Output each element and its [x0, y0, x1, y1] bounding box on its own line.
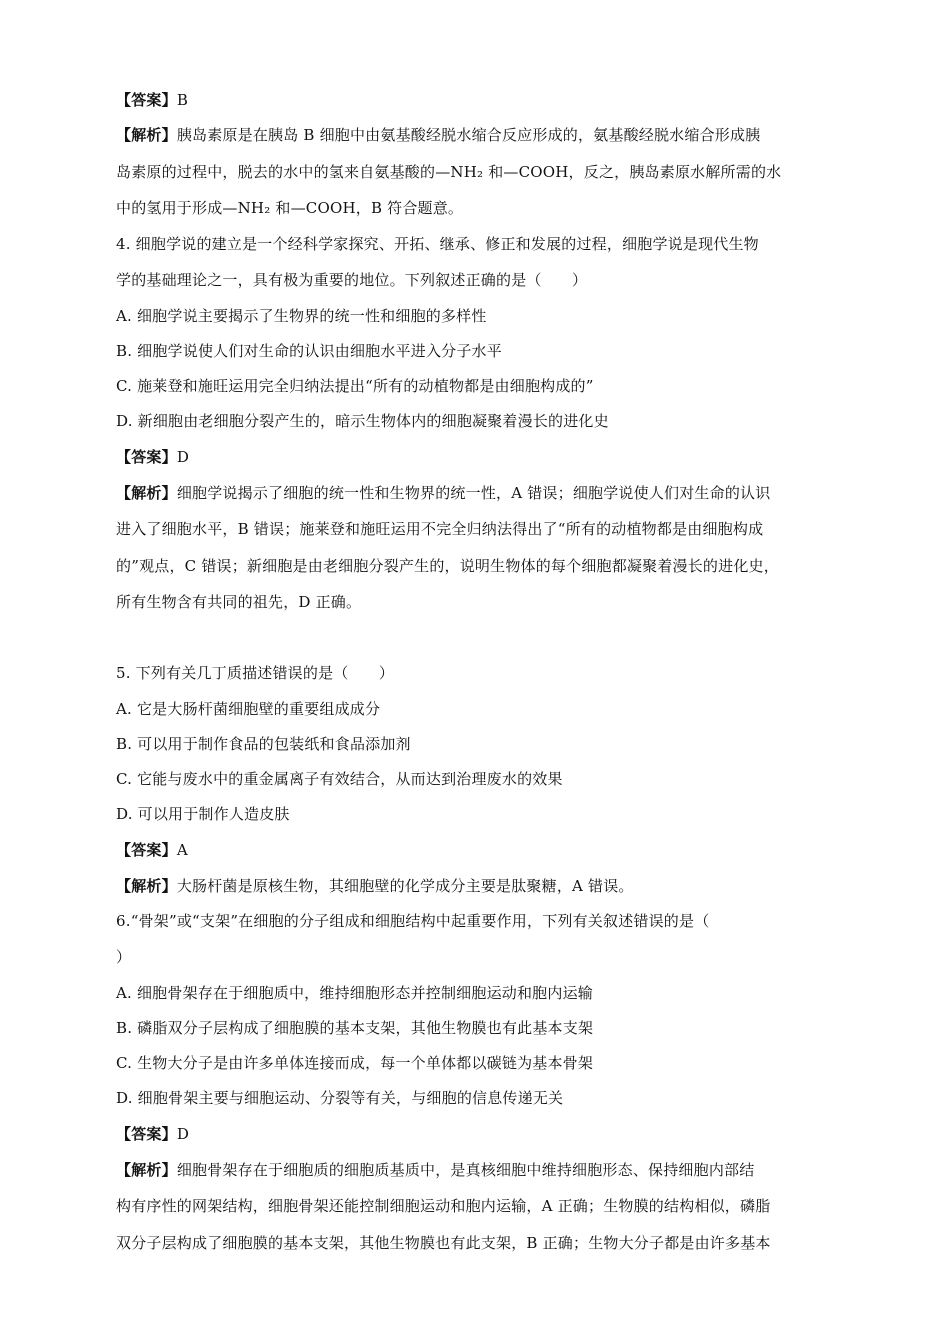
answer-line-6: [116, 1124, 846, 1144]
question-6-stem: 6.“骨架”或“支架”在细胞的分子组成和细胞结构中起重要作用，下列有关叙述错误的是（: [116, 912, 710, 930]
analysis-line: [116, 876, 846, 896]
answer-line-3: [116, 90, 846, 110]
analysis-line: [116, 483, 846, 503]
analysis-label: 【解析】: [116, 1161, 177, 1179]
question-4-stem: 学的基础理论之一，具有极为重要的地位。下列叙述正确的是（ ）: [116, 271, 588, 289]
answer-value: A: [176, 841, 188, 859]
answer-line-4: [116, 447, 846, 467]
analysis-text-line: 构有序性的网架结构，细胞骨架还能控制细胞运动和胞内运输，A 正确；生物膜的结构相似，磷脂: [116, 1197, 771, 1215]
analysis-text-line: 所有生物含有共同的祖先，D 正确。: [116, 593, 362, 611]
question-5-option-d: D. 可以用于制作人造皮肤: [116, 805, 290, 823]
question-4-stem: 4. 细胞学说的建立是一个经科学家探究、开拓、继承、修正和发展的过程，细胞学说是现代生物: [116, 235, 759, 253]
answer-label: 【答案】: [116, 91, 177, 109]
analysis-text-line: 岛素原的过程中，脱去的水中的氢来自氨基酸的—NH₂ 和—COOH，反之，胰岛素原水解所需的水: [116, 163, 782, 181]
analysis-label: 【解析】: [116, 484, 177, 502]
question-5-option-a: A. 它是大肠杆菌细胞壁的重要组成成分: [116, 700, 381, 718]
analysis-text: 细胞学说揭示了细胞的统一性和生物界的统一性，A 错误；细胞学说使人们对生命的认识: [176, 484, 771, 502]
question-6-option-a: A. 细胞骨架存在于细胞质中，维持细胞形态并控制细胞运动和胞内运输: [116, 984, 593, 1002]
analysis-text: 细胞骨架存在于细胞质的细胞质基质中，是真核细胞中维持细胞形态、保持细胞内部结: [176, 1161, 755, 1179]
analysis-text: 大肠杆菌是原核生物，其细胞壁的化学成分主要是肽聚糖，A 错误。: [176, 877, 634, 895]
question-5-stem: 5. 下列有关几丁质描述错误的是（ ）: [116, 664, 395, 682]
question-4-option-b: B. 细胞学说使人们对生命的认识由细胞水平进入分子水平: [116, 342, 502, 360]
analysis-line: [116, 125, 846, 145]
answer-label: 【答案】: [116, 1125, 177, 1143]
analysis-text-line: 进入了细胞水平，B 错误；施莱登和施旺运用不完全归纳法得出了“所有的动植物都是由细胞构成: [116, 520, 764, 538]
answer-label: 【答案】: [116, 448, 177, 466]
analysis-text-line: 双分子层构成了细胞膜的基本支架，其他生物膜也有此支架，B 正确；生物大分子都是由许多基本: [116, 1234, 771, 1252]
analysis-text-line: 的”观点，C 错误；新细胞是由老细胞分裂产生的，说明生物体的每个细胞都凝聚着漫长的进化史，: [116, 557, 779, 575]
answer-value: D: [176, 448, 190, 466]
analysis-line: [116, 1160, 846, 1180]
analysis-label: 【解析】: [116, 877, 177, 895]
question-6-option-c: C. 生物大分子是由许多单体连接而成，每一个单体都以碳链为基本骨架: [116, 1054, 594, 1072]
analysis-text-line: 中的氢用于形成—NH₂ 和—COOH，B 符合题意。: [116, 199, 464, 217]
answer-value: B: [176, 91, 189, 109]
answer-line-5: [116, 840, 846, 860]
question-6-option-b: B. 磷脂双分子层构成了细胞膜的基本支架，其他生物膜也有此基本支架: [116, 1019, 594, 1037]
question-5-option-b: B. 可以用于制作食品的包装纸和食品添加剂: [116, 735, 411, 753]
analysis-text: 胰岛素原是在胰岛 B 细胞中由氨基酸经脱水缩合反应形成的，氨基酸经脱水缩合形成胰: [176, 126, 761, 144]
question-4-option-d: D. 新细胞由老细胞分裂产生的，暗示生物体内的细胞凝聚着漫长的进化史: [116, 412, 609, 430]
analysis-label: 【解析】: [116, 126, 177, 144]
question-6-stem: ）: [116, 948, 132, 966]
answer-value: D: [176, 1125, 190, 1143]
question-6-option-d: D. 细胞骨架主要与细胞运动、分裂等有关，与细胞的信息传递无关: [116, 1089, 564, 1107]
question-4-option-c: C. 施莱登和施旺运用完全归纳法提出“所有的动植物都是由细胞构成的”: [116, 377, 594, 395]
question-4-option-a: A. 细胞学说主要揭示了生物界的统一性和细胞的多样性: [116, 307, 487, 325]
answer-label: 【答案】: [116, 841, 177, 859]
question-5-option-c: C. 它能与废水中的重金属离子有效结合，从而达到治理废水的效果: [116, 770, 563, 788]
